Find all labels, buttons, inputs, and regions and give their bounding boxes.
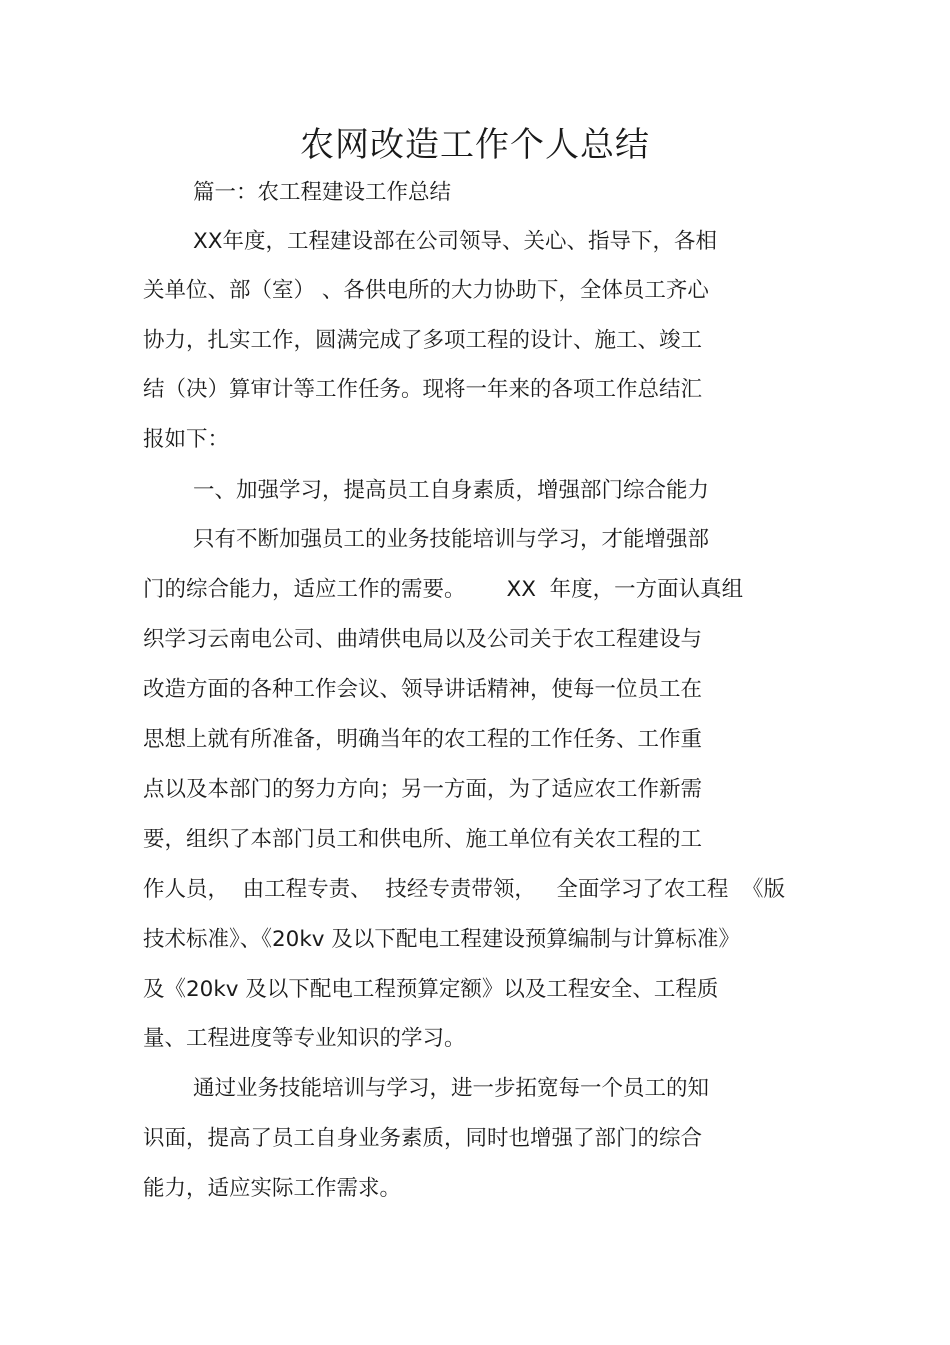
paragraph-line: 织学习云南电公司、曲靖供电局以及公司关于农工程建设与: [143, 627, 703, 652]
paragraph-line: 思想上就有所准备，明确当年的农工程的工作任务、工作重: [143, 727, 703, 752]
paragraph-line: 报如下：: [143, 427, 230, 452]
section-heading: 篇一：农工程建设工作总结: [193, 180, 452, 205]
paragraph-line: 及《20kv 及以下配电工程预算定额》以及工程安全、工程质: [143, 977, 719, 1002]
paragraph-line: 技术标准》、《20kv 及以下配电工程建设预算编制与计算标准》: [143, 927, 740, 952]
paragraph-line: 作人员， 由工程专责、 技经专责带领， 全面学习了农工程 《版: [143, 877, 786, 902]
paragraph-line: XX年度，工程建设部在公司领导、关心、指导下，各相: [193, 229, 717, 254]
paragraph-line: 结（决）算审计等工作任务。现将一年来的各项工作总结汇: [143, 377, 703, 402]
paragraph-line: 量、工程进度等专业知识的学习。: [143, 1026, 466, 1051]
paragraph-line: 点以及本部门的努力方向；另一方面，为了适应农工作新需: [143, 777, 703, 802]
paragraph-line: 识面，提高了员工自身业务素质，同时也增强了部门的综合: [143, 1126, 703, 1151]
paragraph-line: 能力，适应实际工作需求。: [143, 1176, 402, 1201]
subsection-heading: 一、加强学习，提高员工自身素质，增强部门综合能力: [193, 478, 710, 503]
paragraph-line: 改造方面的各种工作会议、领导讲话精神，使每一位员工在: [143, 677, 703, 702]
document-title: 农网改造工作个人总结: [300, 125, 650, 165]
paragraph-line: 要，组织了本部门员工和供电所、施工单位有关农工程的工: [143, 827, 703, 852]
paragraph-line: 只有不断加强员工的业务技能培训与学习，才能增强部: [193, 527, 710, 552]
paragraph-line: 通过业务技能培训与学习，进一步拓宽每一个员工的知: [193, 1076, 710, 1101]
paragraph-line: 门的综合能力，适应工作的需要。 XX 年度，一方面认真组: [143, 577, 744, 602]
paragraph-line: 协力，扎实工作，圆满完成了多项工程的设计、施工、竣工: [143, 328, 703, 353]
paragraph-line: 关单位、部（室） 、各供电所的大力协助下，全体员工齐心: [143, 278, 709, 303]
